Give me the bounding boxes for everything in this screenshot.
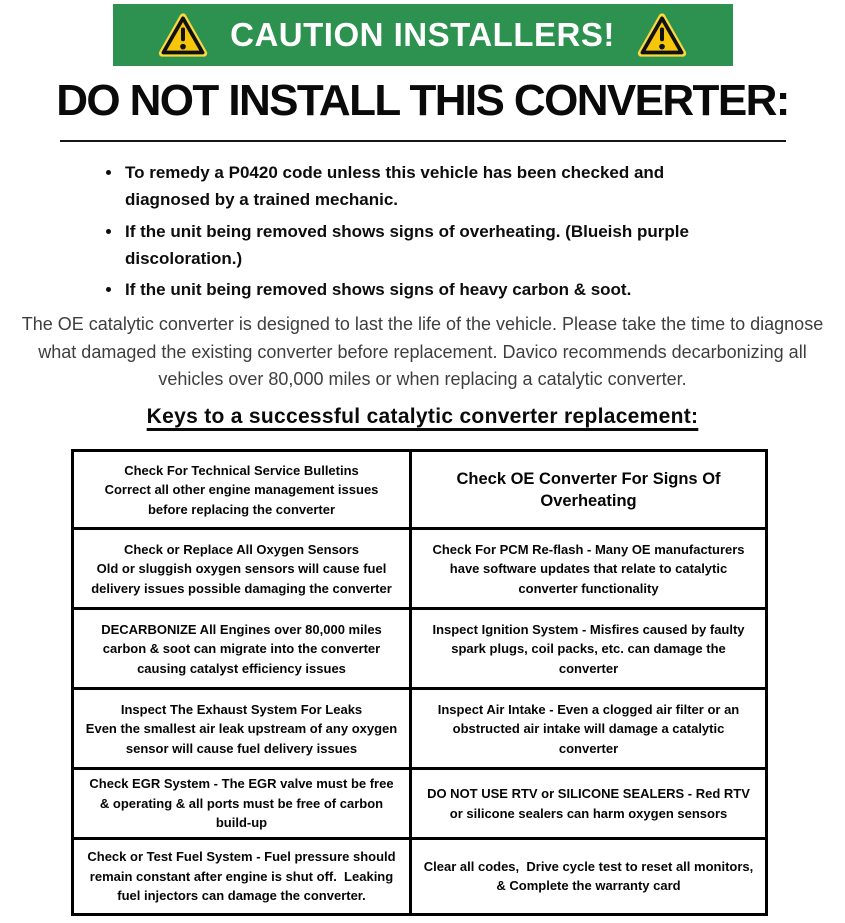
table-row [73,689,767,769]
table-cell: Check or Replace All Oxygen Sensors Old or sluggish oxygen sensors will cause fuel delivery issues possible damaging the converter [73,529,411,609]
table-row [73,838,767,914]
divider-line [60,140,786,142]
list-item: • If the unit being removed shows signs of overheating. (Blueish purple discoloration.) [123,219,727,273]
table-cell: Inspect Air Intake - Even a clogged air filter or an obstructed air intake will damage a catalytic converter [411,689,767,769]
table-cell: DO NOT USE RTV or SILICONE SEALERS - Red RTV or silicone sealers can harm oxygen sensors [411,769,767,839]
table-row [73,609,767,689]
table-cell: Check For Technical Service Bulletins Correct all other engine management issues before replacing the converter [73,451,411,529]
table-cell: Check OE Converter For Signs Of Overheating [411,451,767,529]
page-title: DO NOT INSTALL THIS CONVERTER: [56,76,789,125]
table-row [73,529,767,609]
checklist-table [71,449,768,916]
list-item: • If the unit being removed shows signs of heavy carbon & soot. [123,277,727,304]
table-cell: DECARBONIZE All Engines over 80,000 miles carbon & soot can migrate into the converter causing catalyst efficiency issues [73,609,411,689]
table-cell: Inspect The Exhaust System For Leaks Even the smallest air leak upstream of any oxygen sensor will cause fuel delivery issues [73,689,411,769]
intro-paragraph: The OE catalytic converter is designed to last the life of the vehicle. Please take the time to diagnose what damaged the existing converter before replacement. Davico recommends decarbonizing all vehicles over 80,000 miles or when replacing a catalytic converter. [21,314,824,390]
bullet-list [97,160,727,304]
table-cell: Check EGR System - The EGR valve must be free & operating & all ports must be free of carbon build-up [73,769,411,839]
keys-heading: Keys to a successful catalytic converter replacement: [146,405,699,429]
banner-title: CAUTION INSTALLERS! [230,16,615,53]
table-cell: Inspect Ignition System - Misfires caused by faulty spark plugs, coil packs, etc. can damage the converter [411,609,767,689]
warning-triangle-icon [637,12,687,58]
caution-banner [113,4,733,66]
table-cell: Check or Test Fuel System - Fuel pressure should remain constant after engine is shut off. Leaking fuel injectors can damage the converter. [73,838,411,914]
list-item: • To remedy a P0420 code unless this vehicle has been checked and diagnosed by a trained mechanic. [123,160,727,214]
table-row [73,769,767,839]
warning-triangle-icon [158,12,208,58]
table-cell: Check For PCM Re-flash - Many OE manufacturers have software updates that relate to catalytic converter functionality [411,529,767,609]
table-cell: Clear all codes, Drive cycle test to reset all monitors, & Complete the warranty card [411,838,767,914]
table-row [73,451,767,529]
